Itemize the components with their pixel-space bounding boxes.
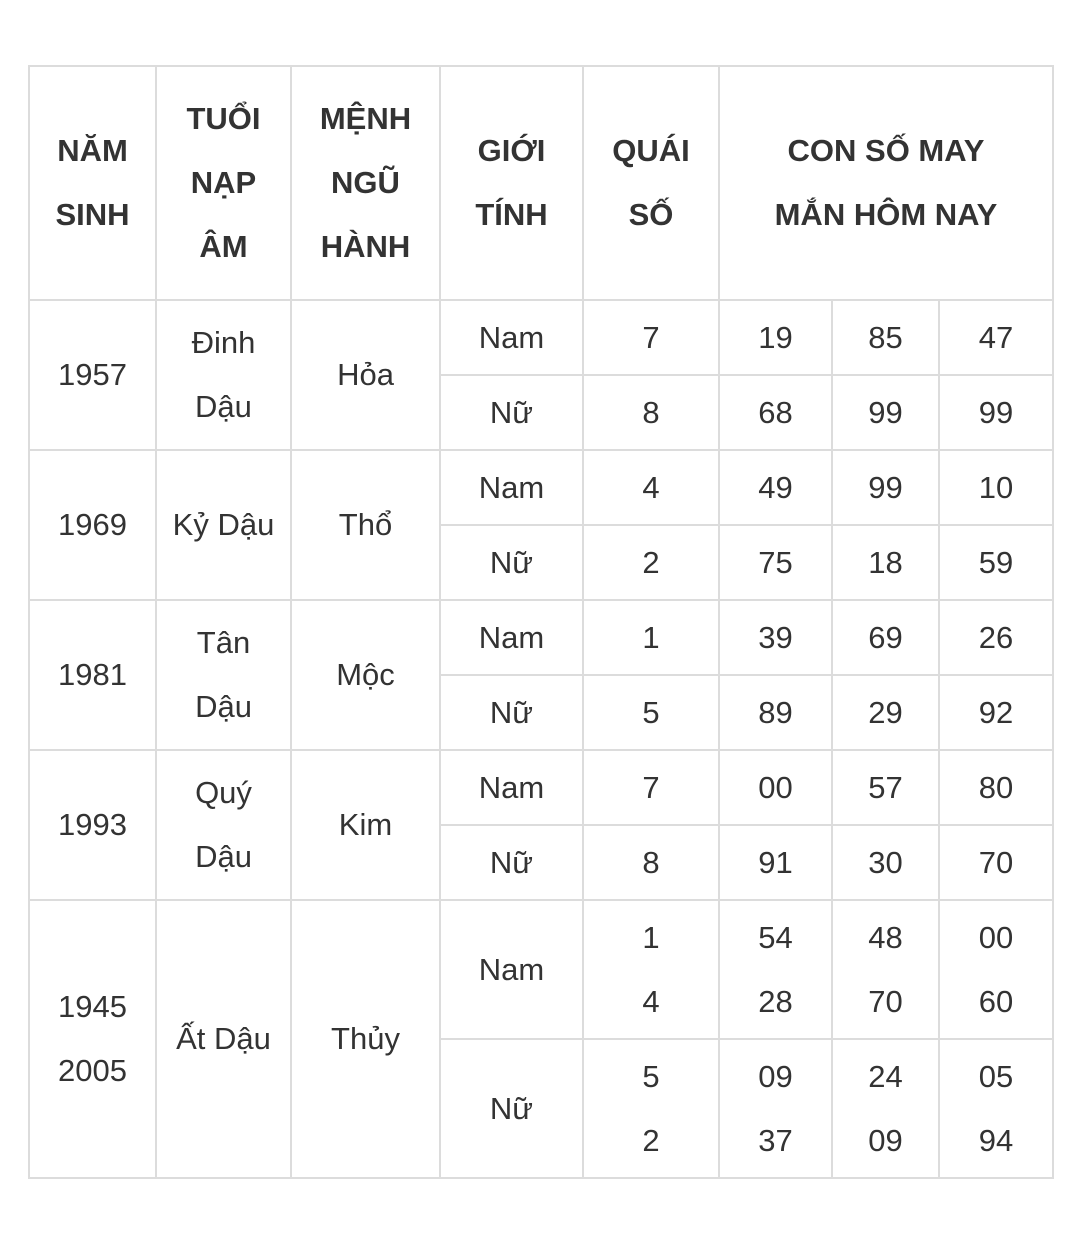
lucky-number-cell: 92 [939,675,1053,750]
gender-cell: Nữ [440,375,583,450]
lucky-number-cell: 68 [719,375,832,450]
lucky-number-cell: 48 70 [832,900,939,1039]
menh-cell: Hỏa [291,300,440,450]
year-cell: 1945 2005 [29,900,156,1178]
table-row [29,450,1053,525]
lucky-number-cell: 59 [939,525,1053,600]
quai-so-cell: 7 [583,300,719,375]
menh-cell: Thổ [291,450,440,600]
lucky-number-cell: 85 [832,300,939,375]
lucky-number-cell: 54 28 [719,900,832,1039]
gender-cell: Nữ [440,825,583,900]
table-row [29,300,1053,375]
lucky-number-cell: 30 [832,825,939,900]
header-con-so-may-man: CON SỐ MAY MẮN HÔM NAY [719,66,1053,300]
header-row [29,66,1053,300]
lucky-number-cell: 99 [832,375,939,450]
lucky-number-cell: 57 [832,750,939,825]
nap-am-cell: Quý Dậu [156,750,291,900]
header-tuoi-nap-am: TUỔI NẠP ÂM [156,66,291,300]
table-row [29,900,1053,1039]
year-cell: 1993 [29,750,156,900]
lucky-number-cell: 29 [832,675,939,750]
nap-am-cell: Đinh Dậu [156,300,291,450]
quai-so-cell: 1 4 [583,900,719,1039]
lucky-number-cell: 00 60 [939,900,1053,1039]
quai-so-cell: 1 [583,600,719,675]
lucky-number-cell: 80 [939,750,1053,825]
quai-so-cell: 5 [583,675,719,750]
quai-so-cell: 4 [583,450,719,525]
lucky-number-cell: 47 [939,300,1053,375]
quai-so-cell: 8 [583,375,719,450]
lucky-number-cell: 09 37 [719,1039,832,1178]
lucky-number-cell: 24 09 [832,1039,939,1178]
lucky-number-cell: 99 [832,450,939,525]
lucky-number-cell: 49 [719,450,832,525]
lucky-number-cell: 39 [719,600,832,675]
header-quai-so: QUÁI SỐ [583,66,719,300]
lucky-number-cell: 99 [939,375,1053,450]
gender-cell: Nam [440,450,583,525]
year-cell: 1981 [29,600,156,750]
menh-cell: Kim [291,750,440,900]
gender-cell: Nam [440,600,583,675]
gender-cell: Nam [440,750,583,825]
header-menh-ngu-hanh: MỆNH NGŨ HÀNH [291,66,440,300]
gender-cell: Nam [440,900,583,1039]
gender-cell: Nữ [440,675,583,750]
nap-am-cell: Tân Dậu [156,600,291,750]
gender-cell: Nữ [440,525,583,600]
lucky-number-cell: 70 [939,825,1053,900]
nap-am-cell: Ất Dậu [156,900,291,1178]
year-cell: 1969 [29,450,156,600]
lucky-number-cell: 75 [719,525,832,600]
quai-so-cell: 2 [583,525,719,600]
lucky-number-cell: 19 [719,300,832,375]
quai-so-cell: 7 [583,750,719,825]
gender-cell: Nam [440,300,583,375]
table-row [29,750,1053,825]
gender-cell: Nữ [440,1039,583,1178]
lucky-number-cell: 18 [832,525,939,600]
quai-so-cell: 5 2 [583,1039,719,1178]
lucky-number-table [28,65,1054,1179]
lucky-number-cell: 05 94 [939,1039,1053,1178]
header-nam-sinh: NĂM SINH [29,66,156,300]
lucky-number-cell: 00 [719,750,832,825]
header-gioi-tinh: GIỚI TÍNH [440,66,583,300]
lucky-number-cell: 69 [832,600,939,675]
menh-cell: Mộc [291,600,440,750]
lucky-number-cell: 10 [939,450,1053,525]
table-row [29,600,1053,675]
lucky-number-cell: 89 [719,675,832,750]
nap-am-cell: Kỷ Dậu [156,450,291,600]
menh-cell: Thủy [291,900,440,1178]
quai-so-cell: 8 [583,825,719,900]
year-cell: 1957 [29,300,156,450]
lucky-number-cell: 26 [939,600,1053,675]
lucky-number-cell: 91 [719,825,832,900]
